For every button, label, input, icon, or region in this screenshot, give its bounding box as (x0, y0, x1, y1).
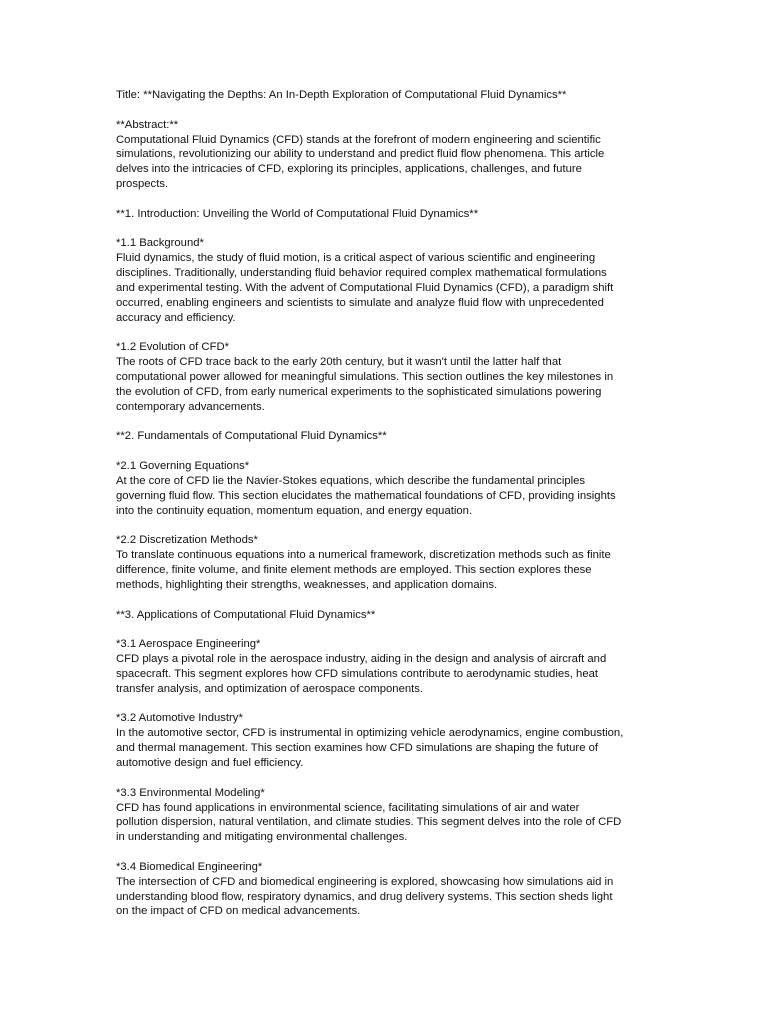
abstract-line: simulations, revolutionizing our ability to understand and predict fluid flow phenomena. This article (116, 148, 605, 161)
body-line: in understanding and mitigating environmental challenges. (116, 831, 408, 844)
body-line: disciplines. Traditionally, understanding fluid behavior required complex mathematical formulations (116, 267, 607, 280)
subsection-heading: *3.4 Biomedical Engineering* (116, 860, 263, 873)
body-line: computational power allowed for meaningful simulations. This section outlines the key milestones in (116, 371, 614, 384)
abstract-line: prospects. (116, 178, 169, 191)
abstract-section (116, 118, 656, 192)
body-line: and thermal management. This section examines how CFD simulations are shaping the future of (116, 742, 599, 755)
document-title (116, 88, 656, 103)
section-3-heading (116, 608, 656, 623)
body-line: understanding blood flow, respiratory dynamics, and drug delivery systems. This section sheds light (116, 890, 613, 903)
document-page (116, 88, 656, 934)
subsection-3-3 (116, 786, 656, 845)
section-1-heading (116, 207, 656, 222)
subsection-1-1 (116, 236, 656, 325)
body-line: contemporary advancements. (116, 400, 265, 413)
abstract-line: delves into the intricacies of CFD, exploring its principles, applications, challenges, and future (116, 163, 582, 176)
body-line: pollution dispersion, natural ventilation, and climate studies. This segment delves into the role of CFD (116, 816, 622, 829)
body-line: In the automotive sector, CFD is instrumental in optimizing vehicle aerodynamics, engine combustion, (116, 727, 624, 740)
section-heading-text: **1. Introduction: Unveiling the World of Computational Fluid Dynamics** (116, 207, 479, 220)
subsection-1-2 (116, 340, 656, 414)
body-line: Fluid dynamics, the study of fluid motion, is a critical aspect of various scientific and engineering (116, 252, 596, 265)
title-text: Title: **Navigating the Depths: An In-Depth Exploration of Computational Fluid Dynamics** (116, 89, 567, 101)
subsection-heading: *1.2 Evolution of CFD* (116, 341, 230, 354)
body-line: methods, highlighting their strengths, weaknesses, and application domains. (116, 578, 498, 591)
section-heading-text: **3. Applications of Computational Fluid Dynamics** (116, 608, 376, 621)
body-line: accuracy and efficiency. (116, 311, 236, 324)
body-line: on the impact of CFD on medical advancements. (116, 905, 361, 918)
subsection-heading: *2.1 Governing Equations* (116, 460, 250, 473)
body-line: To translate continuous equations into a numerical framework, discretization methods such as finite (116, 549, 611, 562)
abstract-line: Computational Fluid Dynamics (CFD) stands at the forefront of modern engineering and scientific (116, 133, 601, 146)
body-line: the evolution of CFD, from early numerical experiments to the sophisticated simulations powering (116, 385, 602, 398)
subsection-heading: *1.1 Background* (116, 237, 204, 250)
body-line: occurred, enabling engineers and scientists to simulate and analyze fluid flow with unprecedented (116, 296, 604, 309)
body-line: difference, finite volume, and finite element methods are employed. This section explores these (116, 564, 592, 576)
subsection-heading: *3.1 Aerospace Engineering* (116, 638, 261, 651)
body-line: spacecraft. This segment explores how CFD simulations contribute to aerodynamic studies, heat (116, 667, 599, 680)
body-line: CFD plays a pivotal role in the aerospace industry, aiding in the design and analysis of aircraft and (116, 653, 607, 666)
section-heading-text: **2. Fundamentals of Computational Fluid Dynamics** (116, 430, 387, 443)
body-line: governing fluid flow. This section elucidates the mathematical foundations of CFD, providing insights (116, 489, 616, 502)
subsection-heading: *3.3 Environmental Modeling* (116, 786, 265, 799)
body-line: and experimental testing. With the advent of Computational Fluid Dynamics (CFD), a paradigm shift (116, 281, 614, 294)
subsection-2-1 (116, 459, 656, 518)
subsection-3-4 (116, 860, 656, 919)
subsection-heading: *3.2 Automotive Industry* (116, 712, 243, 725)
body-line: The roots of CFD trace back to the early 20th century, but it wasn't until the latter half that (116, 356, 562, 369)
body-line: CFD has found applications in environmental science, facilitating simulations of air and water (116, 801, 580, 814)
subsection-3-2 (116, 711, 656, 770)
body-line: At the core of CFD lie the Navier-Stokes equations, which describe the fundamental principles (116, 474, 586, 487)
abstract-heading: **Abstract:** (116, 118, 179, 131)
subsection-3-1 (116, 637, 656, 696)
body-line: into the continuity equation, momentum equation, and energy equation. (116, 504, 473, 517)
body-line: transfer analysis, and optimization of aerospace components. (116, 682, 424, 695)
body-line: The intersection of CFD and biomedical engineering is explored, showcasing how simulations aid in (116, 875, 614, 888)
subsection-heading: *2.2 Discretization Methods* (116, 534, 258, 547)
section-2-heading (116, 429, 656, 444)
subsection-2-2 (116, 533, 656, 592)
body-line: automotive design and fuel efficiency. (116, 756, 304, 769)
